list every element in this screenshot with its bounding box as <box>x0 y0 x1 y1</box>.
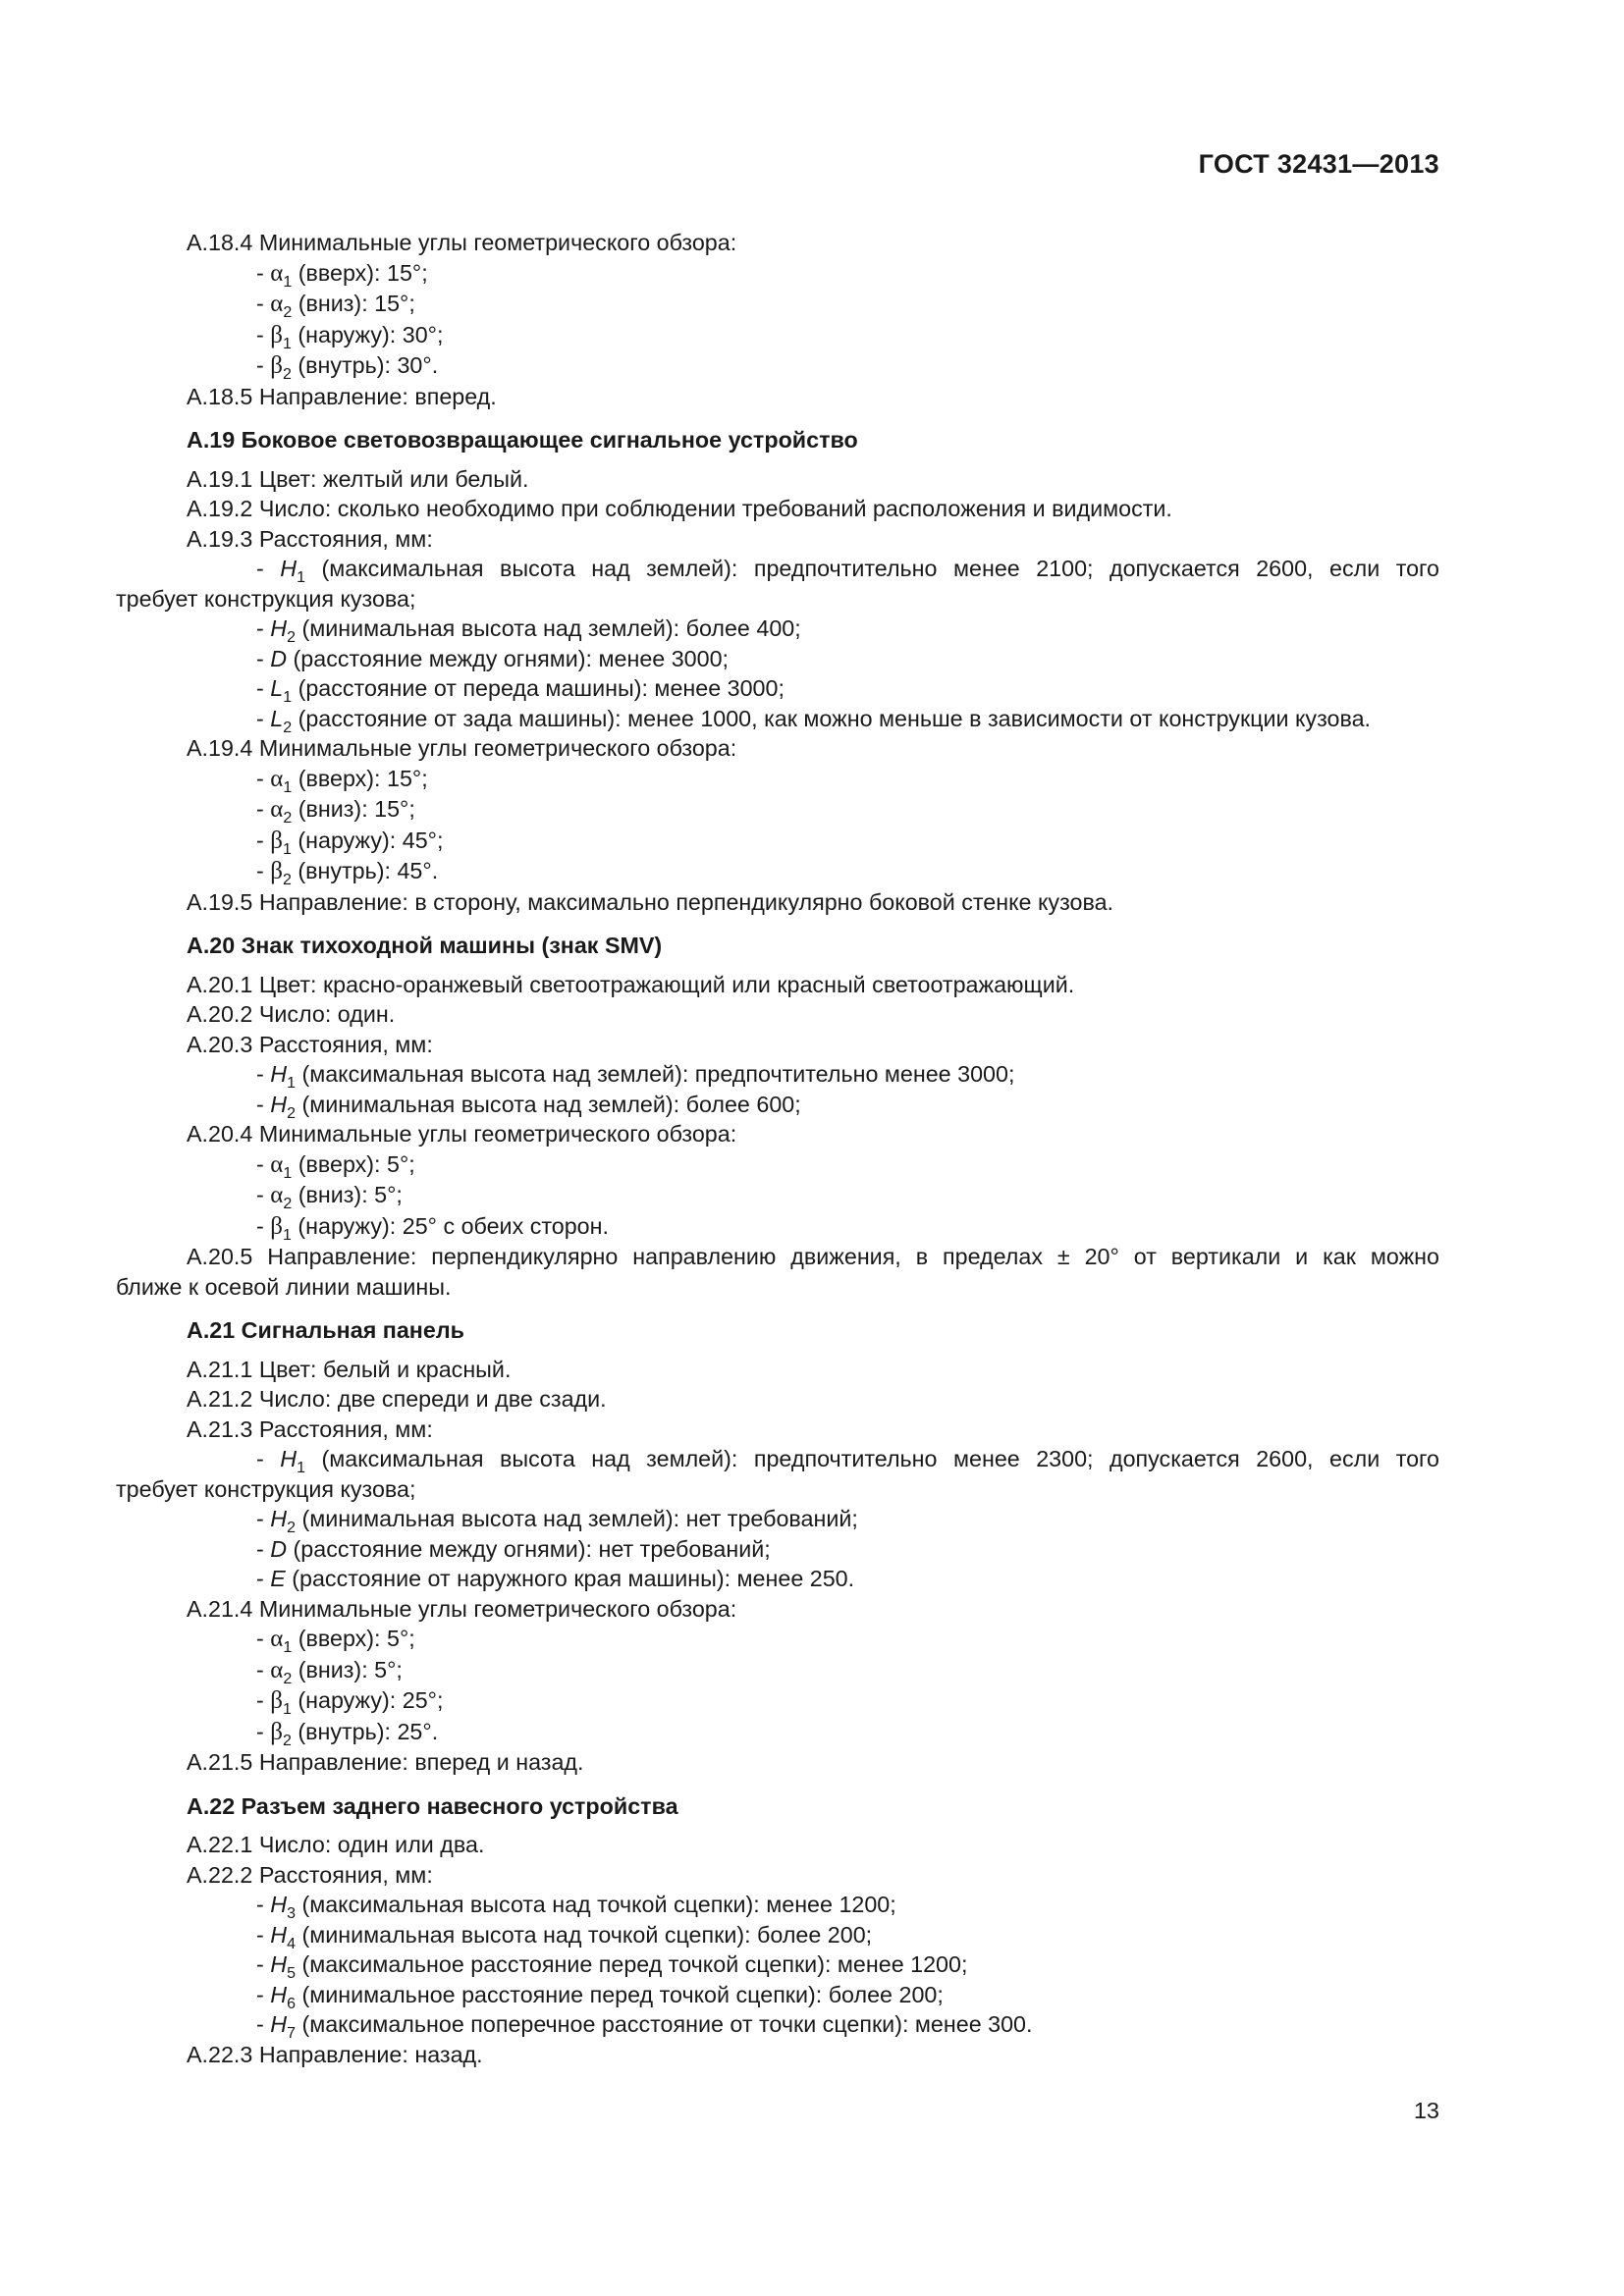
clause-text: Направление: вперед и назад. <box>258 1749 584 1775</box>
item-text: (вверх): 5°; <box>298 1150 415 1177</box>
clause-line <box>116 1030 1439 1060</box>
item-text: (наружу): 30°; <box>298 321 444 347</box>
clause-number: А.21.4 <box>187 1595 253 1622</box>
clause-line <box>116 228 1439 258</box>
section-heading: А.21 Сигнальная панель <box>187 1317 464 1343</box>
page-header-doc-id: ГОСТ 32431—2013 <box>1198 149 1439 179</box>
item-text: (вверх): 15°; <box>298 259 428 286</box>
angle-list-item: - $\beta_1$ (наружу): 25°; <box>256 1687 444 1718</box>
clause-line <box>116 1384 1439 1415</box>
angle-list-item: - $\alpha_1$ (вверх): 5°; <box>256 1150 415 1182</box>
symbol-index: 1 <box>282 1701 292 1718</box>
dimension-paragraph <box>116 554 1439 614</box>
dimension-list-item: - $H_1$ (максимальная высота над землей): предпочтительно менее 2300; допускается 2600, если того <box>256 1446 1439 1476</box>
item-continuation: требует конструкция кузова; <box>116 585 416 612</box>
item-text: (вниз): 15°; <box>298 291 415 316</box>
clause-line <box>116 1747 1439 1778</box>
item-text: (минимальная высота над землей): более 600; <box>301 1091 801 1117</box>
symbol-index: 2 <box>282 1732 292 1749</box>
symbol-index: 7 <box>287 2025 296 2042</box>
symbol-index: 2 <box>283 810 293 827</box>
page-number: 13 <box>1413 2098 1439 2123</box>
clause-line <box>116 887 1439 918</box>
item-text: (минимальная высота над точкой сцепки): более 200; <box>301 1921 873 1948</box>
item-text: (максимальная высота над точкой сцепки): менее 1200; <box>301 1892 896 1917</box>
clause-number: А.22.1 <box>187 1832 253 1857</box>
item-text: (расстояние между огнями): нет требований; <box>293 1535 771 1562</box>
clause-text: Минимальные углы геометрического обзора: <box>258 230 737 255</box>
symbol: α <box>270 259 284 287</box>
angle-list-item: - $\alpha_2$ (вниз): 15°; <box>256 291 415 321</box>
symbol: H <box>270 1061 288 1087</box>
clause-number: А.19.1 <box>187 465 253 492</box>
symbol-index: 1 <box>283 1639 293 1656</box>
clause-text: Направление: в сторону, максимально перпендикулярно боковой стенке кузова. <box>258 888 1113 915</box>
clause-text: Расстояния, мм: <box>258 1031 433 1057</box>
clause-number: А.18.4 <box>187 230 253 255</box>
clause-text: Направление: вперед. <box>258 383 497 409</box>
symbol-index: 2 <box>283 1196 293 1212</box>
clause-number: А.20.4 <box>187 1121 253 1147</box>
symbol: β <box>270 1212 283 1240</box>
symbol: L <box>270 705 284 731</box>
clause-number: А.20.3 <box>187 1031 253 1057</box>
item-text: (вниз): 5°; <box>298 1656 403 1682</box>
symbol-index: 1 <box>283 273 293 291</box>
item-text: (наружу): 25°; <box>298 1687 444 1713</box>
clause-line <box>116 2040 1439 2070</box>
symbol: H <box>270 1506 288 1531</box>
symbol-index: 2 <box>287 1520 296 1536</box>
symbol-index: 2 <box>282 366 292 383</box>
symbol: β <box>270 352 283 379</box>
dimension-list-item: - E (расстояние от наружного края машины): менее 250. <box>256 1566 855 1591</box>
symbol: E <box>270 1566 286 1591</box>
clause-number: А.22.2 <box>187 1861 253 1888</box>
symbol: β <box>270 1718 283 1745</box>
symbol-index: 2 <box>287 1104 296 1122</box>
symbol: α <box>270 1182 284 1208</box>
dimension-list-item: - $H_2$ (минимальная высота над землей): более 400; <box>256 615 801 646</box>
clause-text: Цвет: желтый или белый. <box>258 465 529 492</box>
angle-list-item: - $\beta_2$ (внутрь): 30°. <box>256 352 439 383</box>
angle-list-item: - $\alpha_1$ (вверх): 5°; <box>256 1626 415 1656</box>
symbol: α <box>270 1656 284 1683</box>
angle-list-item: - $\beta_1$ (наружу): 45°; <box>256 827 444 858</box>
clause-number: А.19.4 <box>187 735 253 761</box>
symbol-index: 1 <box>283 689 293 706</box>
angle-list-item: - $\alpha_2$ (вниз): 5°; <box>256 1656 403 1687</box>
symbol-index: 2 <box>283 719 293 736</box>
clause-continuation: ближе к осевой линии машины. <box>116 1273 452 1300</box>
item-text: (минимальная высота над землей): более 400; <box>301 615 801 641</box>
symbol-index: 1 <box>283 1164 293 1182</box>
clause-text: Расстояния, мм: <box>258 1415 433 1442</box>
clause-number: А.21.3 <box>187 1415 253 1442</box>
symbol-index: 2 <box>282 872 292 888</box>
angle-list-item: - $\alpha_2$ (вниз): 15°; <box>256 796 415 827</box>
clause-number: А.22.3 <box>187 2041 253 2067</box>
clause-text: Цвет: красно-оранжевый светоотражающий или красный светоотражающий. <box>258 971 1075 997</box>
symbol-index: 6 <box>287 1995 296 2012</box>
dimension-list-item: - $H_6$ (минимальное расстояние перед точкой сцепки): более 200; <box>256 1981 944 2012</box>
clause-line <box>116 464 1439 495</box>
dimension-list-item: - $H_4$ (минимальная высота над точкой сцепки): более 200; <box>256 1921 873 1952</box>
symbol: L <box>270 675 284 701</box>
angle-list-item: - $\beta_2$ (внутрь): 25°. <box>256 1718 439 1749</box>
symbol: H <box>280 556 298 581</box>
clause-text: Число: один. <box>258 1001 396 1027</box>
item-text: (наружу): 45°; <box>298 827 444 853</box>
item-text: (внутрь): 25°. <box>298 1718 439 1744</box>
item-text: (наружу): 25° с обеих сторон. <box>298 1212 609 1239</box>
clause-line <box>116 524 1439 555</box>
dimension-list-item: - $H_2$ (минимальная высота над землей): нет требований; <box>256 1506 858 1536</box>
symbol: H <box>270 1921 288 1948</box>
dimension-list-item: - $H_1$ (максимальная высота над землей): предпочтительно менее 3000; <box>256 1061 1015 1092</box>
document-body <box>116 228 1439 2069</box>
dimension-list-item: - $H_3$ (максимальная высота над точкой сцепки): менее 1200; <box>256 1892 896 1922</box>
item-text: (максимальная высота над землей): предпочтительно менее 3000; <box>301 1061 1015 1087</box>
item-text: (максимальная высота над землей): предпочтительно менее 2100; допускается 2600, если того <box>321 556 1439 581</box>
symbol: β <box>270 858 283 884</box>
symbol: α <box>270 1150 284 1178</box>
symbol-index: 4 <box>287 1935 296 1952</box>
angle-list-item: - $\alpha_1$ (вверх): 15°; <box>256 259 428 291</box>
clause-text: Минимальные углы геометрического обзора: <box>258 1121 737 1147</box>
section-heading: А.20 Знак тихоходной машины (знак SMV) <box>187 933 663 958</box>
symbol: α <box>270 291 284 317</box>
clause-text: Число: две спереди и две сзади. <box>258 1386 607 1412</box>
symbol-index: 1 <box>282 335 292 352</box>
clause-text: Расстояния, мм: <box>258 525 433 552</box>
item-text: (максимальное поперечное расстояние от точки сцепки): менее 300. <box>301 2011 1033 2037</box>
symbol-index: 1 <box>283 778 293 796</box>
clause-line <box>116 1415 1439 1445</box>
clause-number: А.20.2 <box>187 1001 253 1027</box>
angle-list-item: - $\alpha_2$ (вниз): 5°; <box>256 1182 403 1212</box>
symbol-index: 1 <box>297 1460 305 1476</box>
dimension-list-item: - $H_2$ (минимальная высота над землей): более 600; <box>256 1091 801 1122</box>
clause-line <box>116 1594 1439 1625</box>
item-text: (вниз): 15°; <box>298 796 415 822</box>
clause-line <box>116 1119 1439 1149</box>
item-continuation: требует конструкция кузова; <box>116 1475 416 1502</box>
item-text: (минимальная высота над землей): нет требований; <box>301 1506 858 1531</box>
angle-list-item: - $\alpha_1$ (вверх): 15°; <box>256 765 428 796</box>
dimension-list-item: - D (расстояние между огнями): нет требований; <box>256 1535 771 1562</box>
clause-text: Минимальные углы геометрического обзора: <box>258 1595 737 1622</box>
item-text: (вверх): 5°; <box>298 1626 415 1651</box>
dimension-list-item: - $L_2$ (расстояние от зада машины): менее 1000, как можно меньше в зависимости от конструкции кузова. <box>256 705 1371 736</box>
symbol-index: 5 <box>287 1965 296 1982</box>
symbol: α <box>270 796 284 823</box>
symbol: H <box>270 2011 288 2037</box>
section-heading: А.19 Боковое световозвращающее сигнальное устройство <box>187 427 858 453</box>
angle-list-item: - $\beta_1$ (наружу): 25° с обеих сторон. <box>256 1212 609 1244</box>
item-text: (максимальная высота над землей): предпочтительно менее 2300; допускается 2600, если того <box>321 1446 1439 1471</box>
symbol: β <box>270 1687 283 1714</box>
item-text: (расстояние от зада машины): менее 1000, как можно меньше в зависимости от конструкции кузова. <box>298 705 1371 731</box>
angle-list-item: - $\beta_2$ (внутрь): 45°. <box>256 858 439 888</box>
symbol: H <box>270 1981 288 2007</box>
dimension-list-item: - $H_5$ (максимальное расстояние перед точкой сцепки): менее 1200; <box>256 1951 968 1982</box>
clause-text: Расстояния, мм: <box>258 1861 433 1888</box>
symbol-index: 2 <box>283 304 293 321</box>
symbol-index: 1 <box>282 1226 292 1244</box>
item-text: (вверх): 15°; <box>298 765 428 791</box>
dimension-list-item: - D (расстояние между огнями): менее 3000; <box>256 645 730 671</box>
symbol: α <box>270 1626 284 1652</box>
clause-line <box>116 1355 1439 1385</box>
clause-line <box>116 733 1439 764</box>
symbol: D <box>270 1535 288 1562</box>
clause-text: Число: один или два. <box>258 1832 485 1857</box>
dimension-list-item: - $L_1$ (расстояние от переда машины): менее 3000; <box>256 675 785 706</box>
clause-number: А.21.2 <box>187 1386 253 1412</box>
clause-text: Направление: перпендикулярно направлению движения, в пределах ± 20° от вертикали и как можно <box>267 1244 1439 1269</box>
clause-line <box>116 494 1439 524</box>
clause-number: А.21.5 <box>187 1749 253 1775</box>
clause-line <box>116 999 1439 1030</box>
symbol: H <box>280 1446 298 1471</box>
symbol: H <box>270 615 288 641</box>
dimension-paragraph <box>116 1444 1439 1504</box>
clause-line <box>116 1860 1439 1891</box>
item-text: (расстояние между огнями): менее 3000; <box>293 645 730 671</box>
clause-text: Направление: назад. <box>258 2041 483 2067</box>
clause-text: Число: сколько необходимо при соблюдении требований расположения и видимости. <box>258 496 1172 521</box>
clause-text: Цвет: белый и красный. <box>258 1356 512 1382</box>
symbol: H <box>270 1951 288 1977</box>
clause-number: А.19.3 <box>187 525 253 552</box>
symbol-index: 2 <box>283 1670 293 1687</box>
item-text: (максимальное расстояние перед точкой сцепки): менее 1200; <box>301 1951 968 1977</box>
clause-number: А.20.1 <box>187 971 253 997</box>
symbol-index: 3 <box>287 1905 296 1922</box>
symbol-index: 2 <box>287 629 296 646</box>
clause-line <box>116 970 1439 1000</box>
item-text: (вниз): 5°; <box>298 1182 403 1207</box>
dimension-list-item: - $H_1$ (максимальная высота над землей): предпочтительно менее 2100; допускается 2600, если того <box>256 556 1439 586</box>
symbol: β <box>270 827 283 854</box>
item-text: (внутрь): 45°. <box>298 858 439 883</box>
clause-number: А.19.5 <box>187 888 253 915</box>
section-heading: А.22 Разъем заднего навесного устройства <box>187 1792 678 1819</box>
clause-number: А.21.1 <box>187 1356 253 1382</box>
clause-number: А.18.5 <box>187 383 253 409</box>
symbol: H <box>270 1892 288 1917</box>
clause-number: А.19.2 <box>187 496 253 521</box>
clause-line <box>116 1830 1439 1860</box>
clause-line <box>116 382 1439 412</box>
symbol-index: 1 <box>297 569 305 586</box>
dimension-list-item: - $H_7$ (максимальное поперечное расстояние от точки сцепки): менее 300. <box>256 2011 1033 2042</box>
item-text: (внутрь): 30°. <box>298 352 439 378</box>
symbol: α <box>270 765 284 792</box>
symbol: D <box>270 645 288 671</box>
clause-paragraph <box>116 1242 1439 1302</box>
symbol-index: 1 <box>282 840 292 858</box>
clause-line <box>116 1242 1439 1272</box>
symbol: β <box>270 321 283 348</box>
clause-text: Минимальные углы геометрического обзора: <box>258 735 737 761</box>
symbol: H <box>270 1091 288 1117</box>
item-text: (расстояние от переда машины): менее 3000; <box>298 675 785 701</box>
item-text: (минимальное расстояние перед точкой сцепки): более 200; <box>301 1981 944 2007</box>
clause-number: А.20.5 <box>187 1244 253 1269</box>
angle-list-item: - $\beta_1$ (наружу): 30°; <box>256 321 444 352</box>
symbol-index: 1 <box>287 1075 296 1092</box>
item-text: (расстояние от наружного края машины): менее 250. <box>292 1566 855 1591</box>
